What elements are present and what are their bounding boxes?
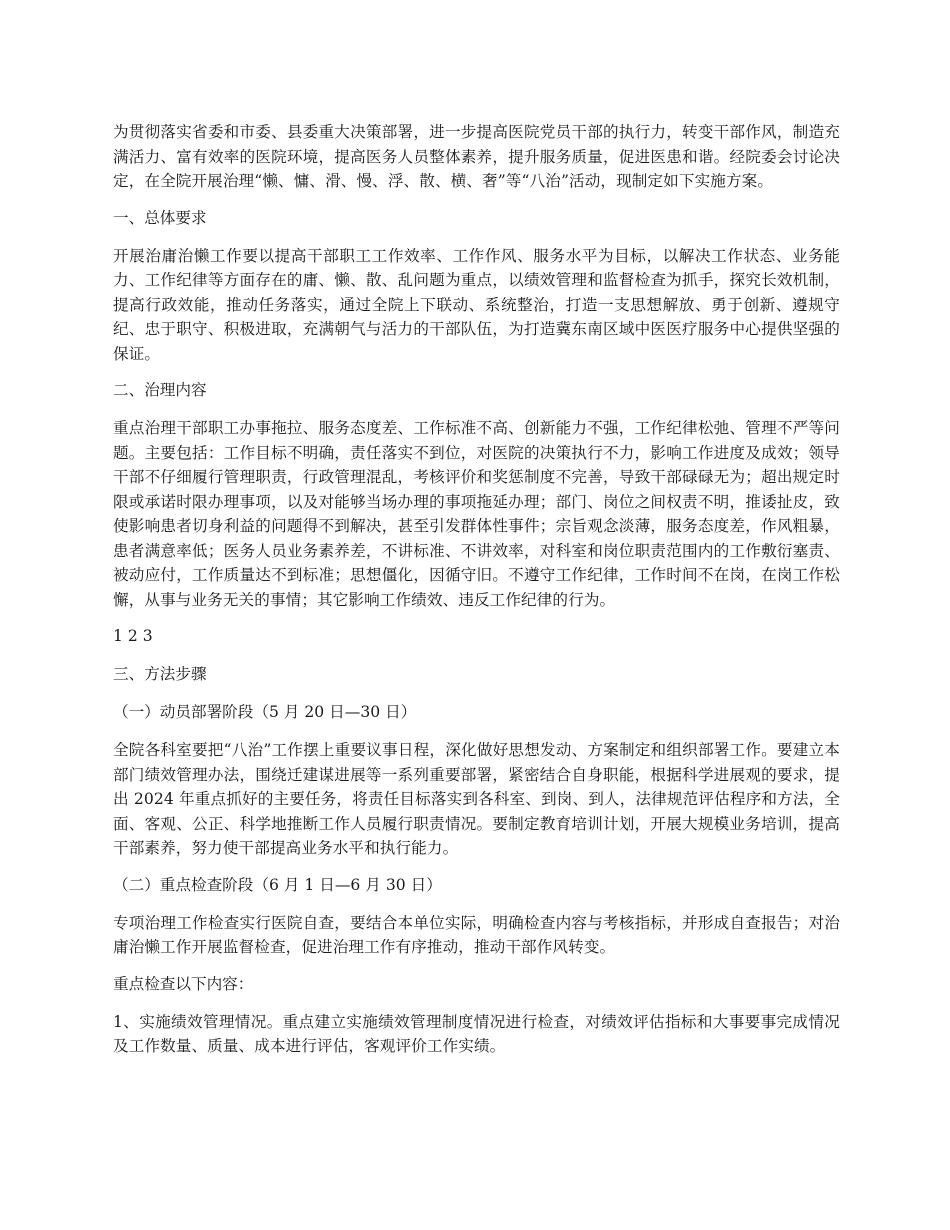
inspection-item-1: 1、实施绩效管理情况。重点建立实施绩效管理制度情况进行检查，对绩效评估指标和大事要事完成情况及工作数量、质量、成本进行评估，客观评价工作实绩。 (113, 1012, 840, 1055)
section-heading-governance-content: 二、治理内容 (113, 381, 207, 399)
page-number-marker: 1 2 3 (113, 627, 153, 645)
intro-paragraph: 为贯彻落实省委和市委、县委重大决策部署，进一步提高医院党员干部的执行力，转变干部作风，制造充满活力、富有效率的医院环境，提高医务人员整体素养，提升服务质量，促进医患和谐。经院委会讨论决定，在全院开展治理“懒、慵、滑、慢、浮、散、横、奢”等“八治”活动，现制定如下实施方案。 (113, 123, 840, 190)
subheading-key-inspection-stage: （二）重点检查阶段（6 月 1 日—6 月 30 日） (113, 875, 442, 894)
subheading-mobilization-stage: （一）动员部署阶段（5 月 20 日—30 日） (113, 703, 417, 721)
section-heading-general-requirements: 一、总体要求 (113, 208, 207, 227)
mobilization-stage-paragraph: 全院各科室要把“八治”工作摆上重要议事日程，深化做好思想发动、方案制定和组织部署工作。要建立本部门绩效管理办法，围绕迁建谋进展等一系列重要部署，紧密结合自身职能，根据科学进展观的要求，提出 2024 年重点抓好的主要任务，将责任目标落实到各科室、到岗、到人，法律规范评估程序和方法，全面、客观、公正、科学地推断工作人员履行职责情况。要制定教育培训计划，开展大规模业务培训，提高干部素养，努力使干部提高业务水平和执行能力。 (113, 741, 840, 857)
section-heading-method-steps: 三、方法步骤 (113, 665, 207, 683)
key-inspection-paragraph: 专项治理工作检查实行医院自查，要结合本单位实际，明确检查内容与考核指标，并形成自查报告；对治庸治懒工作开展监督检查，促进治理工作有序推动，推动干部作风转变。 (113, 913, 840, 956)
general-requirements-paragraph: 开展治庸治懒工作要以提高干部职工工作效率、工作作风、服务水平为目标，以解决工作状态、业务能力、工作纪律等方面存在的庸、懒、散、乱问题为重点，以绩效管理和监督检查为抓手，探究长效机制，提高行政效能，推动任务落实，通过全院上下联动、系统整治，打造一支思想解放、勇于创新、遵规守纪、忠于职守、积极进取，充满朝气与活力的干部队伍，为打造冀东南区域中医医疗服务中心提供坚强的保证。 (113, 246, 840, 363)
inspection-items-intro: 重点检查以下内容： (113, 974, 254, 993)
governance-content-paragraph: 重点治理干部职工办事拖拉、服务态度差、工作标准不高、创新能力不强，工作纪律松弛、管理不严等问题。主要包括：工作目标不明确，责任落实不到位，对医院的决策执行不力，影响工作进度及成效；领导干部不仔细履行管理职责，行政管理混乱，考核评价和奖惩制度不完善，导致干部碌碌无为；超出规定时限或承诺时限办理事项，以及对能够当场办理的事项拖延办理；部门、岗位之间权责不明，推诿扯皮，致使影响患者切身利益的问题得不到解决，甚至引发群体性事件；宗旨观念淡薄，服务态度差，作风粗暴，患者满意率低；医务人员业务素养差，不讲标准、不讲效率，对科室和岗位职责范围内的工作敷衍塞责、被动应付，工作质量达不到标准；思想僵化，因循守旧。不遵守工作纪律，工作时间不在岗，在岗工作松懈，从事与业务无关的事情；其它影响工作绩效、违反工作纪律的行为。 (113, 419, 840, 609)
